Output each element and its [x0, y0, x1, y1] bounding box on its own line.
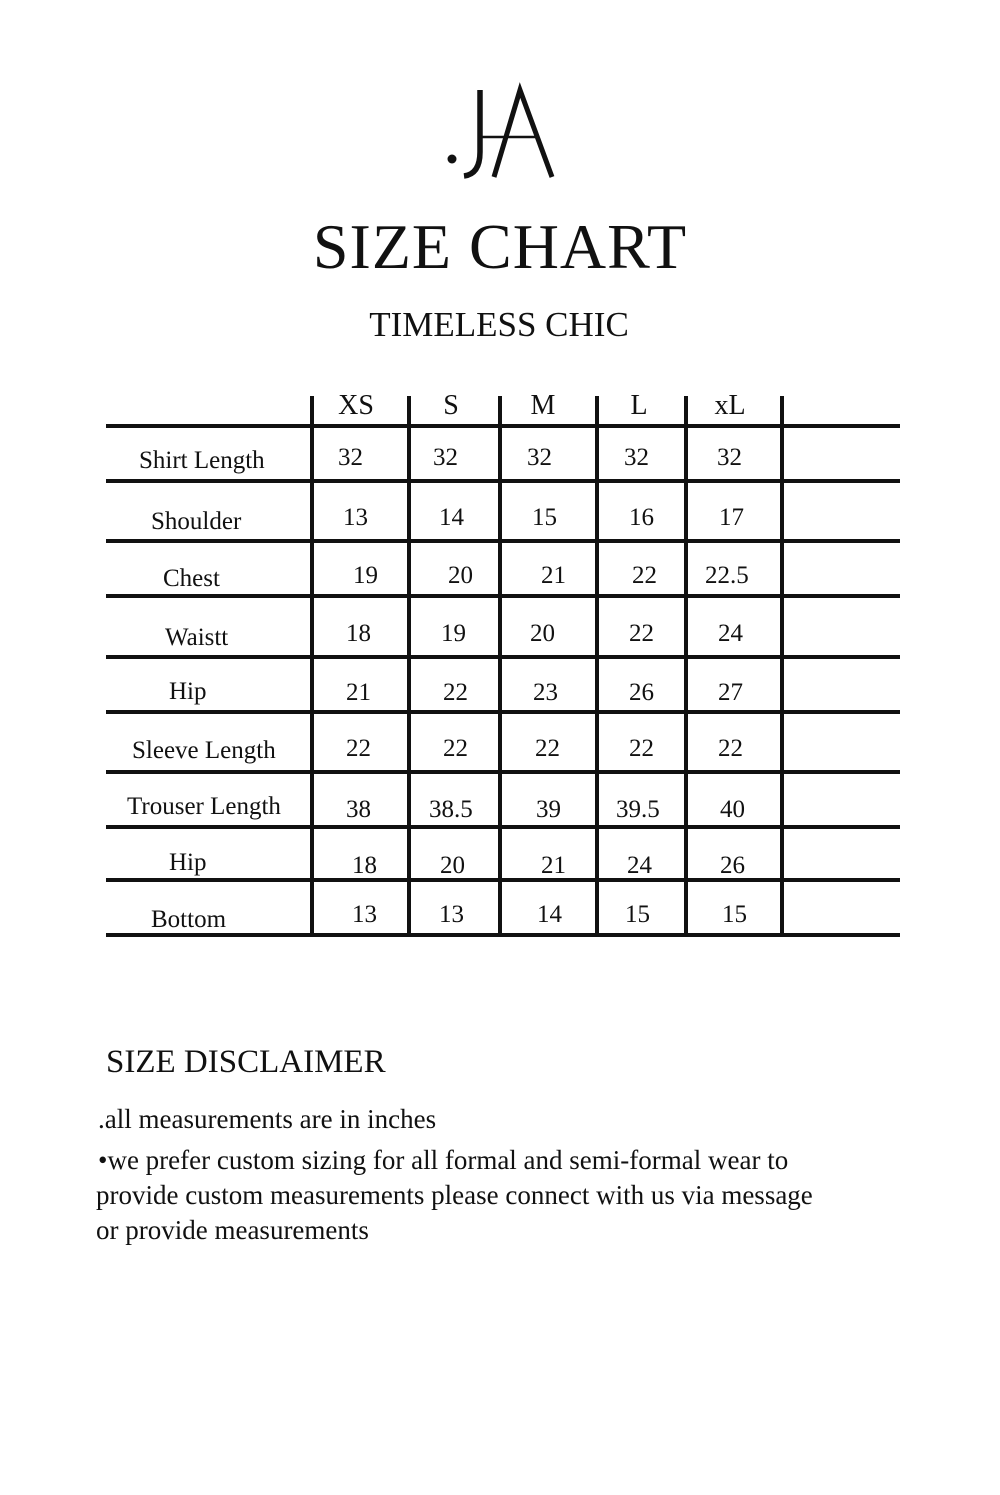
table-cell: 21	[541, 852, 566, 879]
logo-letter-j	[464, 90, 480, 176]
table-cell: 22	[629, 735, 654, 762]
row-label: Trouser Length	[127, 793, 281, 820]
disclaimer-line: .all measurements are in inches	[98, 1104, 437, 1134]
row-label: Hip	[169, 849, 207, 876]
brand-logo	[440, 82, 560, 182]
table-cell: 21	[346, 679, 371, 706]
table-cell: 40	[720, 796, 745, 823]
table-cell: 22	[629, 620, 654, 647]
table-cell: 22	[632, 562, 657, 589]
table-cell: 15	[532, 504, 557, 531]
table-cell: 22.5	[705, 562, 749, 589]
row-label: Hip	[169, 678, 207, 705]
disclaimer-line: •we prefer custom sizing for all formal and semi-formal wear to	[98, 1145, 789, 1175]
table-cell: 32	[338, 444, 363, 471]
table-cell: 32	[717, 444, 742, 471]
disclaimer-title: SIZE DISCLAIMER	[106, 1044, 386, 1080]
table-cell: 15	[625, 901, 650, 928]
row-label: Sleeve Length	[132, 737, 276, 764]
column-header-s: S	[443, 390, 459, 421]
table-cell: 17	[719, 504, 744, 531]
row-label: Bottom	[151, 906, 227, 933]
table-cell: 32	[624, 444, 649, 471]
column-header-xs: XS	[338, 390, 374, 421]
row-label: Shirt Length	[139, 447, 265, 474]
table-cell: 32	[527, 444, 552, 471]
table-cell: 13	[343, 504, 368, 531]
table-cell: 22	[443, 679, 468, 706]
table-cell: 14	[537, 901, 562, 928]
column-header-m: M	[530, 390, 556, 421]
table-cell: 26	[629, 679, 654, 706]
table-cell: 18	[352, 852, 377, 879]
disclaimer-line: provide custom measurements please connect with us via message	[96, 1180, 813, 1210]
table-cell: 20	[530, 620, 555, 647]
table-cell: 13	[352, 901, 377, 928]
row-label: Waistt	[165, 624, 229, 651]
table-cell: 22	[535, 735, 560, 762]
logo-letter-a	[494, 90, 552, 177]
row-label: Shoulder	[151, 508, 242, 535]
table-cell: 26	[720, 852, 745, 879]
table-cell: 23	[533, 679, 558, 706]
table-cell: 14	[439, 504, 464, 531]
table-cell: 18	[346, 620, 371, 647]
table-cell: 20	[448, 562, 473, 589]
page-title: SIZE CHART	[312, 211, 688, 282]
table-cell: 19	[441, 620, 466, 647]
table-cell: 39.5	[616, 796, 660, 823]
table-cell: 38	[346, 796, 371, 823]
table-cell: 22	[718, 735, 743, 762]
table-cell: 16	[629, 504, 654, 531]
table-cell: 22	[346, 735, 371, 762]
table-cell: 39	[536, 796, 561, 823]
table-cell: 24	[627, 852, 652, 879]
table-cell: 38.5	[429, 796, 473, 823]
table-cell: 20	[440, 852, 465, 879]
table-cell: 21	[541, 562, 566, 589]
table-cell: 32	[433, 444, 458, 471]
table-cell: 13	[439, 901, 464, 928]
page-subtitle: TIMELESS CHIC	[369, 305, 629, 344]
table-cell: 15	[722, 901, 747, 928]
logo-dot	[448, 155, 457, 164]
disclaimer-line: or provide measurements	[96, 1215, 369, 1245]
table-cell: 27	[718, 679, 743, 706]
table-cell: 19	[353, 562, 378, 589]
table-cell: 22	[443, 735, 468, 762]
table-cell: 24	[718, 620, 743, 647]
row-label: Chest	[163, 565, 220, 592]
column-header-l: L	[630, 390, 648, 421]
column-header-xl: xL	[714, 390, 746, 421]
